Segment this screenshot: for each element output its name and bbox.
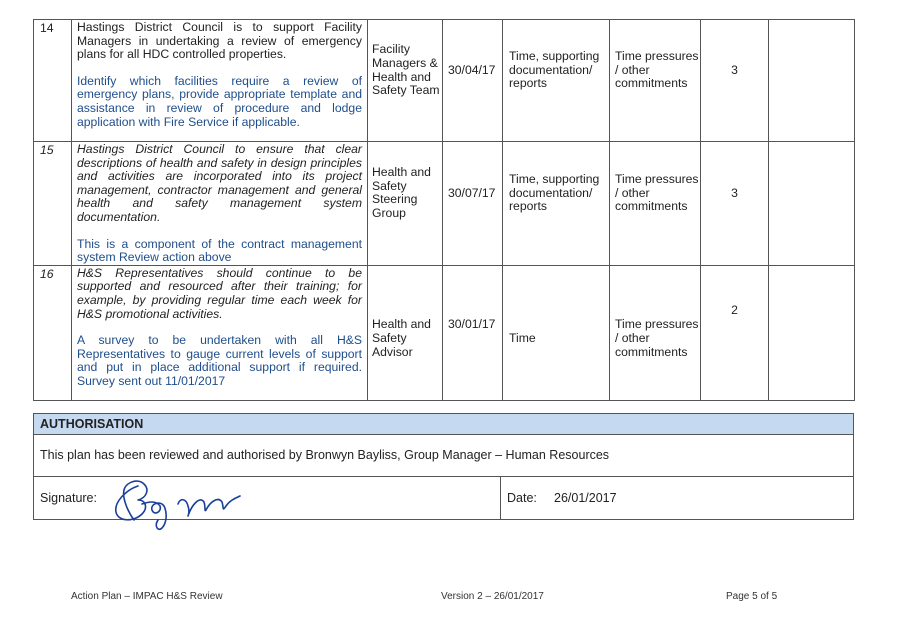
row-due-date bbox=[443, 265, 503, 400]
priority-text: 3 bbox=[731, 185, 738, 200]
row-owner bbox=[368, 20, 443, 142]
date-value: 26/01/2017 bbox=[554, 491, 617, 505]
action-text: Hastings District Council to ensure that clear descriptions of health and safety in design principles and activities are incorporated into its project management, contractor management and general health and safety management system documentation. bbox=[77, 142, 362, 224]
row-resources bbox=[503, 142, 610, 266]
signature-label: Signature: bbox=[40, 491, 97, 505]
row-priority bbox=[701, 20, 769, 142]
due-date-text: 30/07/17 bbox=[448, 185, 496, 200]
owner-text: Facility Managers & Health and Safety Team bbox=[372, 42, 440, 98]
row-resources bbox=[503, 20, 610, 142]
footer-page-number: Page 5 of 5 bbox=[726, 591, 778, 602]
footer-document-title: Action Plan – IMPAC H&S Review bbox=[71, 591, 223, 602]
due-date-text: 30/01/17 bbox=[448, 316, 496, 331]
action-text: Hastings District Council is to support Facility Managers in undertaking a review of emergency plans for all HDC controlled properties. bbox=[77, 20, 362, 62]
risks-text: Time pressures / other commitments bbox=[615, 49, 699, 91]
priority-text: 3 bbox=[731, 62, 738, 77]
row-priority bbox=[701, 265, 769, 400]
owner-text: Health and Safety Steering Group bbox=[372, 165, 431, 220]
risks-text: Time pressures / other commitments bbox=[615, 171, 699, 214]
resources-text: Time bbox=[509, 330, 536, 345]
row-owner bbox=[368, 265, 443, 400]
row-resources bbox=[503, 265, 610, 400]
row-number: 14 bbox=[34, 20, 72, 142]
row-description bbox=[72, 142, 368, 266]
row-due-date bbox=[443, 142, 503, 266]
priority-text: 2 bbox=[731, 302, 738, 317]
row-description bbox=[72, 20, 368, 142]
action-update-text: Identify which facilities require a review of emergency plans, provide appropriate template and assistance in review of procedure and lodge application with Fire Service if applicable. bbox=[77, 73, 362, 129]
date-label: Date: bbox=[507, 491, 537, 505]
table-row bbox=[34, 142, 855, 266]
row-description bbox=[72, 265, 368, 400]
row-number: 16 bbox=[34, 265, 72, 400]
action-update-text: A survey to be undertaken with all H&S Representatives to gauge current levels of support and put in place additional support if required. Survey sent out 11/01/2017 bbox=[77, 333, 362, 388]
action-text: H&S Representatives should continue to be supported and resourced after their training; for example, by providing regular time each week for H&S promotional activities. bbox=[77, 265, 362, 321]
resources-text: Time, supporting documentation/ reports bbox=[509, 49, 600, 91]
row-owner bbox=[368, 142, 443, 266]
table-row bbox=[34, 265, 855, 400]
authorisation-statement: This plan has been reviewed and authorised by Bronwyn Bayliss, Group Manager – Human Resources bbox=[33, 434, 854, 477]
row-due-date bbox=[443, 20, 503, 142]
date-field bbox=[500, 477, 854, 520]
table-row bbox=[34, 20, 855, 142]
authorisation-heading: AUTHORISATION bbox=[33, 413, 854, 435]
action-update-text: This is a component of the contract management system Review action above bbox=[77, 236, 362, 265]
row-risks bbox=[610, 265, 701, 400]
row-empty-cell bbox=[769, 265, 855, 400]
row-risks bbox=[610, 142, 701, 266]
row-empty-cell bbox=[769, 142, 855, 266]
owner-text: Health and Safety Advisor bbox=[372, 317, 431, 359]
row-priority bbox=[701, 142, 769, 266]
row-empty-cell bbox=[769, 20, 855, 142]
row-number: 15 bbox=[34, 142, 72, 266]
handwritten-signature bbox=[108, 472, 268, 532]
action-plan-table bbox=[33, 19, 855, 401]
resources-text: Time, supporting documentation/ reports bbox=[509, 171, 600, 214]
row-risks bbox=[610, 20, 701, 142]
due-date-text: 30/04/17 bbox=[448, 62, 496, 77]
footer-version: Version 2 – 26/01/2017 bbox=[441, 591, 544, 602]
risks-text: Time pressures / other commitments bbox=[615, 317, 699, 359]
